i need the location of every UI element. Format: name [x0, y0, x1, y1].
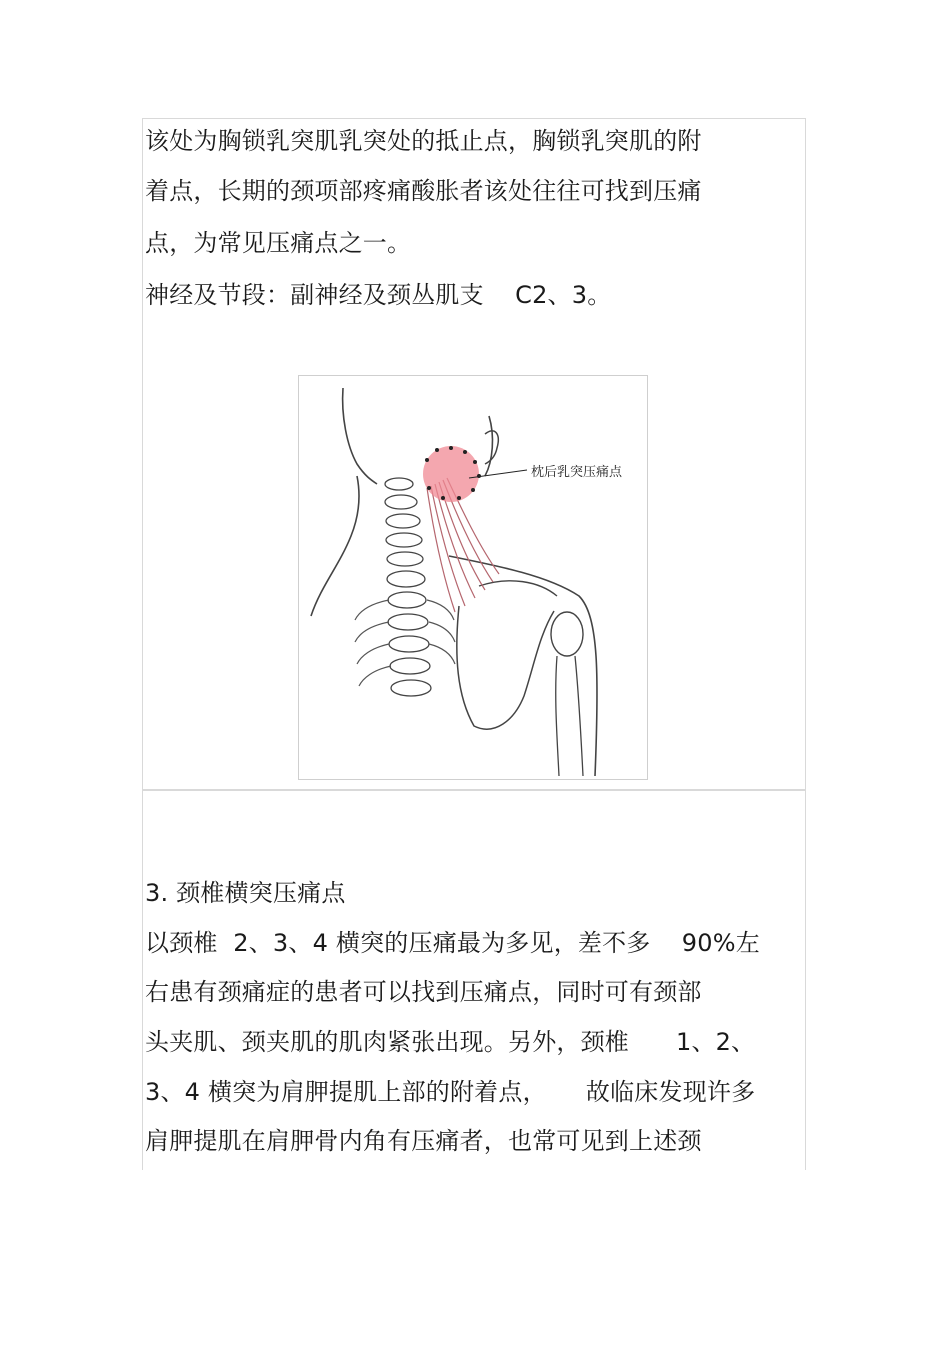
- section-heading: 3. 颈椎横突压痛点: [145, 879, 346, 907]
- nerve-segment-line: 神经及节段：副神经及颈丛肌支 C2、3。: [145, 281, 612, 309]
- section-line-1: 以颈椎 2、3、4 横突的压痛最为多见，差不多 90%左: [145, 929, 760, 957]
- neck-back-illustration: [299, 376, 647, 779]
- paragraph-line-3: 点，为常见压痛点之一。: [145, 229, 412, 257]
- section-line-2: 右患有颈痛症的患者可以找到压痛点，同时可有颈部: [145, 978, 702, 1006]
- anatomy-figure: [298, 375, 648, 780]
- figure-label: 枕后乳突压痛点: [531, 465, 623, 480]
- section-line-3: 头夹肌、颈夹肌的肌肉紧张出现。另外，颈椎 1、2、: [145, 1028, 756, 1056]
- pain-point-highlight: [423, 446, 479, 502]
- section-line-4: 3、4 横突为肩胛提肌上部的附着点， 故临床发现许多: [145, 1078, 756, 1106]
- paragraph-line-2: 着点，长期的颈项部疼痛酸胀者该处往往可找到压痛: [145, 177, 702, 205]
- section-line-5: 肩胛提肌在肩胛骨内角有压痛者，也常可见到上述颈: [145, 1127, 702, 1155]
- paragraph-line-1: 该处为胸锁乳突肌乳突处的抵止点，胸锁乳突肌的附: [145, 127, 702, 155]
